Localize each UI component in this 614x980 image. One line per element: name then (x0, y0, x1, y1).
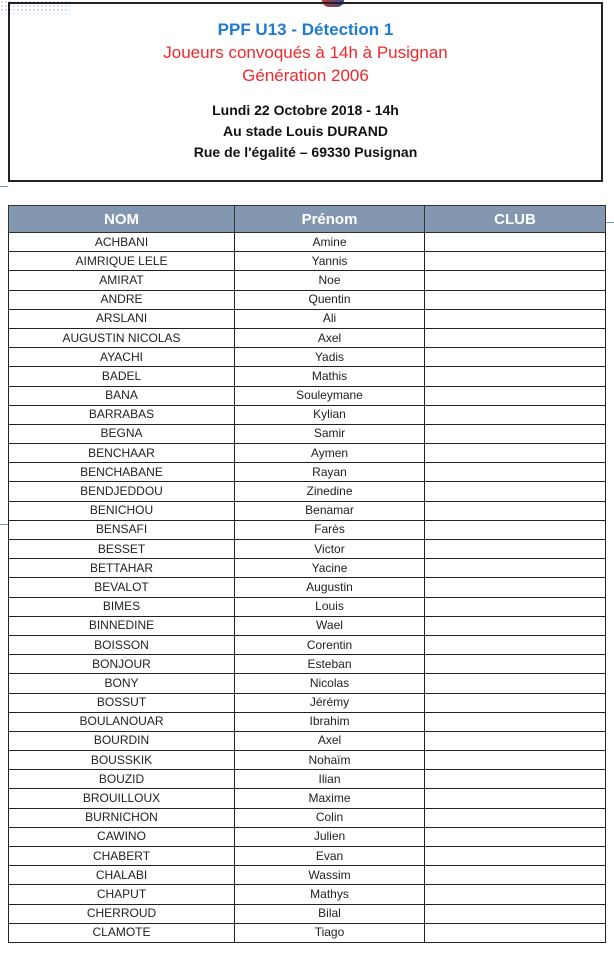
cell-prenom: Louis (235, 597, 425, 616)
table-row (9, 693, 606, 712)
table-row (9, 597, 606, 616)
table-row (9, 847, 606, 866)
cell-club (425, 731, 606, 750)
table-row (9, 444, 606, 463)
table-row (9, 328, 606, 347)
table-row (9, 482, 606, 501)
cell-nom: BENSAFI (9, 520, 235, 539)
cell-club (425, 770, 606, 789)
cell-club (425, 789, 606, 808)
cell-prenom: Esteban (235, 655, 425, 674)
table-row (9, 233, 606, 252)
cell-nom: BONJOUR (9, 655, 235, 674)
cell-club (425, 712, 606, 731)
cell-prenom: Yadis (235, 348, 425, 367)
column-header-club: CLUB (425, 206, 606, 233)
cell-club (425, 597, 606, 616)
cell-nom: BEVALOT (9, 578, 235, 597)
cell-club (425, 290, 606, 309)
cell-nom: BARRABAS (9, 405, 235, 424)
table-row (9, 290, 606, 309)
table-row (9, 923, 606, 942)
table-row (9, 789, 606, 808)
cell-prenom: Nohaïm (235, 751, 425, 770)
cell-nom: CHAPUT (9, 885, 235, 904)
table-row (9, 252, 606, 271)
cell-club (425, 482, 606, 501)
cell-club (425, 271, 606, 290)
cell-nom: AIMRIQUE LELE (9, 252, 235, 271)
cell-nom: BOUZID (9, 770, 235, 789)
cell-club (425, 559, 606, 578)
cell-nom: BONY (9, 674, 235, 693)
event-address: Rue de l'égalité – 69330 Pusignan (193, 144, 418, 160)
document-title: PPF U13 - Détection 1 (217, 20, 394, 39)
cell-club (425, 635, 606, 654)
decorative-line (0, 524, 8, 525)
cell-nom: BINNEDINE (9, 616, 235, 635)
cell-club (425, 751, 606, 770)
cell-club (425, 367, 606, 386)
cell-club (425, 616, 606, 635)
cell-club (425, 693, 606, 712)
cell-nom: AUGUSTIN NICOLAS (9, 328, 235, 347)
cell-prenom: Maxime (235, 789, 425, 808)
table-row (9, 751, 606, 770)
cell-nom: CHERROUD (9, 904, 235, 923)
cell-prenom: Nicolas (235, 674, 425, 693)
column-header-nom: NOM (9, 206, 235, 233)
cell-club (425, 444, 606, 463)
cell-club (425, 808, 606, 827)
cell-prenom: Axel (235, 731, 425, 750)
cell-prenom: Samir (235, 424, 425, 443)
cell-nom: CAWINO (9, 827, 235, 846)
cell-nom: AMIRAT (9, 271, 235, 290)
cell-nom: CHABERT (9, 847, 235, 866)
cell-prenom: Aymen (235, 444, 425, 463)
cell-club (425, 520, 606, 539)
cell-club (425, 501, 606, 520)
cell-prenom: Evan (235, 847, 425, 866)
cell-prenom: Yacine (235, 559, 425, 578)
generation-label: Génération 2006 (242, 66, 369, 85)
cell-prenom: Wassim (235, 866, 425, 885)
table-row (9, 559, 606, 578)
cell-nom: CHALABI (9, 866, 235, 885)
decorative-line (606, 222, 614, 223)
cell-nom: BEGNA (9, 424, 235, 443)
cell-club (425, 578, 606, 597)
cell-nom: CLAMOTE (9, 923, 235, 942)
cell-nom: ANDRE (9, 290, 235, 309)
cell-club (425, 405, 606, 424)
cell-club (425, 674, 606, 693)
cell-prenom: Axel (235, 328, 425, 347)
convocation-subtitle: Joueurs convoqués à 14h à Pusignan (163, 43, 448, 62)
decorative-line (0, 186, 8, 187)
table-row (9, 367, 606, 386)
table-row (9, 405, 606, 424)
cell-nom: BOUSSKIK (9, 751, 235, 770)
cell-club (425, 904, 606, 923)
cell-prenom: Ibrahim (235, 712, 425, 731)
table-row (9, 655, 606, 674)
cell-nom: BROUILLOUX (9, 789, 235, 808)
cell-prenom: Jérémy (235, 693, 425, 712)
table-row (9, 808, 606, 827)
cell-prenom: Colin (235, 808, 425, 827)
cell-nom: BOSSUT (9, 693, 235, 712)
cell-nom: BENCHAAR (9, 444, 235, 463)
cell-prenom: Wael (235, 616, 425, 635)
cell-prenom: Victor (235, 540, 425, 559)
header-box (8, 2, 603, 182)
table-row (9, 578, 606, 597)
table-row (9, 424, 606, 443)
cell-club (425, 463, 606, 482)
cell-nom: BOULANOUAR (9, 712, 235, 731)
table-row (9, 520, 606, 539)
event-date: Lundi 22 Octobre 2018 - 14h (212, 102, 399, 118)
cell-prenom: Amine (235, 233, 425, 252)
cell-prenom: Yannis (235, 252, 425, 271)
cell-nom: BURNICHON (9, 808, 235, 827)
table-row (9, 309, 606, 328)
cell-club (425, 827, 606, 846)
cell-nom: BADEL (9, 367, 235, 386)
cell-nom: BOISSON (9, 635, 235, 654)
cell-prenom: Bilal (235, 904, 425, 923)
table-row (9, 635, 606, 654)
cell-prenom: Augustin (235, 578, 425, 597)
table-row (9, 540, 606, 559)
cell-prenom: Tiago (235, 923, 425, 942)
cell-prenom: Farès (235, 520, 425, 539)
table-row (9, 827, 606, 846)
cell-club (425, 309, 606, 328)
cell-nom: BENDJEDDOU (9, 482, 235, 501)
table-row (9, 712, 606, 731)
cell-prenom: Julien (235, 827, 425, 846)
cell-prenom: Noe (235, 271, 425, 290)
cell-prenom: Ali (235, 309, 425, 328)
cell-club (425, 328, 606, 347)
cell-club (425, 386, 606, 405)
cell-club (425, 348, 606, 367)
cell-nom: BETTAHAR (9, 559, 235, 578)
table-row (9, 885, 606, 904)
cell-prenom: Benamar (235, 501, 425, 520)
cell-prenom: Ilian (235, 770, 425, 789)
cell-nom: ACHBANI (9, 233, 235, 252)
cell-nom: BESSET (9, 540, 235, 559)
cell-prenom: Quentin (235, 290, 425, 309)
table-header-row (9, 206, 606, 233)
cell-nom: BANA (9, 386, 235, 405)
cell-club (425, 252, 606, 271)
table-row (9, 866, 606, 885)
cell-prenom: Kylian (235, 405, 425, 424)
table-row (9, 463, 606, 482)
cell-club (425, 923, 606, 942)
cell-prenom: Mathis (235, 367, 425, 386)
cell-prenom: Mathys (235, 885, 425, 904)
table-row (9, 731, 606, 750)
table-row (9, 348, 606, 367)
cell-club (425, 866, 606, 885)
cell-nom: AYACHI (9, 348, 235, 367)
cell-prenom: Zinedine (235, 482, 425, 501)
cell-nom: BIMES (9, 597, 235, 616)
table-row (9, 674, 606, 693)
cell-prenom: Rayan (235, 463, 425, 482)
event-venue: Au stade Louis DURAND (223, 123, 388, 139)
players-table (8, 205, 606, 943)
cell-club (425, 424, 606, 443)
cell-prenom: Corentin (235, 635, 425, 654)
table-row (9, 271, 606, 290)
table-row (9, 904, 606, 923)
cell-nom: BENICHOU (9, 501, 235, 520)
table-row (9, 616, 606, 635)
cell-club (425, 540, 606, 559)
table-row (9, 386, 606, 405)
cell-nom: BOURDIN (9, 731, 235, 750)
cell-club (425, 233, 606, 252)
table-row (9, 770, 606, 789)
cell-club (425, 847, 606, 866)
table-row (9, 501, 606, 520)
cell-club (425, 655, 606, 674)
cell-prenom: Souleymane (235, 386, 425, 405)
column-header-prenom: Prénom (235, 206, 425, 233)
cell-nom: BENCHABANE (9, 463, 235, 482)
cell-nom: ARSLANI (9, 309, 235, 328)
cell-club (425, 885, 606, 904)
